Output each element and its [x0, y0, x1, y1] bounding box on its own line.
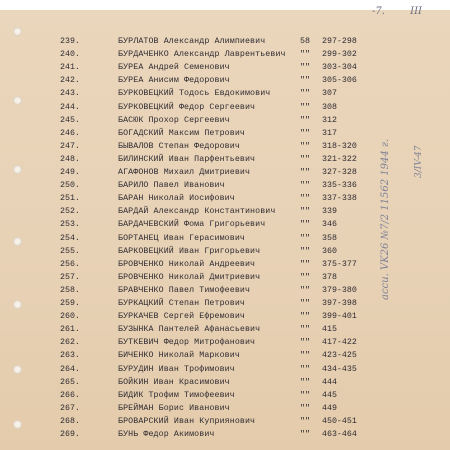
entry-number: 269. — [60, 430, 80, 439]
entry-pages: 444 — [322, 377, 337, 387]
margin-date: 3/IV-47 — [414, 145, 424, 178]
entry-number: 259. — [60, 299, 80, 308]
entry-pages: 308 — [322, 102, 337, 112]
entry-number: 246. — [60, 128, 80, 138]
entry-name: БРОВЧЕНКО Николай Дмитриевич — [118, 272, 261, 282]
entry-mark: "" — [300, 128, 310, 138]
entry-pages: 358 — [322, 233, 337, 243]
entry-name: АГАФОНОВ Михаил Дмитриевич — [118, 168, 251, 177]
entry-number: 255. — [60, 246, 80, 256]
entry-name: БУЗЫНКА Пантелей Афанасьевич — [118, 325, 261, 335]
entry-mark: "" — [300, 403, 310, 413]
entry-name: БРОВАРСКИЙ Иван Куприянович — [118, 416, 256, 426]
entry-pages: 399-401 — [322, 312, 357, 322]
list-item — [0, 415, 450, 428]
entry-mark: "" — [300, 115, 310, 125]
entry-mark: "" — [300, 325, 310, 335]
entry-number: 263. — [60, 351, 80, 361]
entry-pages: 415 — [322, 325, 337, 335]
entry-number: 260. — [60, 312, 80, 322]
entry-number: 258. — [60, 285, 80, 295]
entry-mark: "" — [300, 102, 310, 112]
entry-pages: 335-336 — [322, 181, 357, 191]
entry-mark: "" — [300, 141, 310, 151]
entry-pages: 450-451 — [322, 416, 357, 426]
entry-mark: "" — [300, 246, 310, 256]
entry-number: 245. — [60, 115, 80, 125]
page-header — [372, 6, 422, 17]
entry-mark: "" — [300, 168, 310, 177]
entry-mark: "" — [300, 338, 310, 348]
entry-pages: 321-322 — [322, 154, 357, 164]
entry-name: БРЕЙМАН Борис Иванович — [118, 403, 230, 413]
entry-number: 242. — [60, 76, 80, 86]
entry-name: БУРКАЦКИЙ Степан Петрович — [118, 299, 245, 308]
entry-mark: "" — [300, 377, 310, 387]
list-item — [0, 402, 450, 415]
entry-pages: 312 — [322, 115, 337, 125]
entry-mark: "" — [300, 207, 310, 217]
entry-number: 266. — [60, 390, 80, 400]
margin-annotation: асси. VK26 №7/2 11562 1944 г. — [380, 138, 391, 300]
entry-pages: 463-464 — [322, 430, 357, 439]
entry-name: БУРКОВЕЦКИЙ Тодось Евдокимович — [118, 89, 271, 99]
entry-mark: "" — [300, 272, 310, 282]
entry-number: 248. — [60, 154, 80, 164]
list-item — [0, 48, 450, 61]
list-item — [0, 323, 450, 336]
entry-mark: "" — [300, 194, 310, 204]
entry-name: БУРЕА Андрей Семенович — [118, 63, 230, 73]
entry-number: 262. — [60, 338, 80, 348]
entry-mark: "" — [300, 285, 310, 295]
entry-name: БРОВЧЕНКО Николай Андреевич — [118, 259, 256, 269]
entry-number: 249. — [60, 168, 80, 177]
entry-pages: 303-304 — [322, 63, 357, 73]
entry-name: БУНЬ Федор Акимович — [118, 430, 215, 439]
entry-number: 267. — [60, 403, 80, 413]
page-number-mark: -7. — [372, 6, 385, 17]
entry-name: БУРКОВЕЦКИЙ Федор Сергеевич — [118, 102, 256, 112]
entry-mark: "" — [300, 50, 310, 60]
entry-number: 240. — [60, 50, 80, 60]
entry-name: БАРКОВЕЦКИЙ Иван Григорьевич — [118, 246, 261, 256]
entry-mark: "" — [300, 312, 310, 322]
entry-mark: "" — [300, 430, 310, 439]
entry-number: 243. — [60, 89, 80, 99]
entry-pages: 299-302 — [322, 50, 357, 60]
entry-pages: 337-338 — [322, 194, 357, 204]
entry-mark: "" — [300, 299, 310, 308]
entry-number: 251. — [60, 194, 80, 204]
entry-number: 253. — [60, 220, 80, 230]
entry-name: БАРДАЧЕВСКИЙ Фома Григорьевич — [118, 220, 266, 230]
list-item — [0, 127, 450, 140]
entry-mark: "" — [300, 154, 310, 164]
entry-name: БИДИК Трофим Тимофеевич — [118, 390, 235, 400]
entry-name: БУРКАЧЕВ Сергей Ефремович — [118, 312, 245, 322]
entry-pages: 346 — [322, 220, 337, 230]
entry-name: БАСЮК Прохор Сергеевич — [118, 115, 230, 125]
entry-number: 254. — [60, 233, 80, 243]
entry-mark: "" — [300, 259, 310, 269]
entry-pages: 378 — [322, 272, 337, 282]
list-item — [0, 74, 450, 87]
entry-pages: 379-380 — [322, 285, 357, 295]
entry-name: БОЙКИН Иван Красимович — [118, 377, 230, 387]
entry-name: БУРУДИН Иван Трофимович — [118, 364, 235, 374]
entry-name: БАРАН Николай Иосифович — [118, 194, 235, 204]
entry-mark: "" — [300, 416, 310, 426]
entry-pages: 339 — [322, 207, 337, 217]
entry-mark: "" — [300, 63, 310, 73]
entry-pages: 317 — [322, 128, 337, 138]
entry-mark: "" — [300, 76, 310, 86]
entry-mark: "" — [300, 364, 310, 374]
entry-number: 252. — [60, 207, 80, 217]
entry-name: БОРТАНЕЦ Иван Герасимович — [118, 233, 245, 243]
entry-pages: 375-377 — [322, 259, 357, 269]
entry-name: БУРЛАТОВ Александр Алимпиевич — [118, 37, 266, 46]
entry-name: БРАВЧЕНКО Павел Тимофеевич — [118, 285, 251, 295]
entry-name: БОГАДСКИЙ Максим Петрович — [118, 128, 245, 138]
list-item — [0, 61, 450, 74]
entry-number: 241. — [60, 63, 80, 73]
entry-pages: 360 — [322, 246, 337, 256]
list-item — [0, 310, 450, 323]
entry-pages: 327-328 — [322, 168, 357, 177]
entry-mark: "" — [300, 390, 310, 400]
entry-name: БАРИЛО Павел Иванович — [118, 181, 225, 191]
entry-number: 264. — [60, 364, 80, 374]
entry-number: 250. — [60, 181, 80, 191]
list-item — [0, 428, 450, 441]
entry-number: 256. — [60, 259, 80, 269]
entry-pages: 305-306 — [322, 76, 357, 86]
list-item — [0, 114, 450, 127]
entry-number: 265. — [60, 377, 80, 387]
entry-pages: 434-435 — [322, 364, 357, 374]
entry-number: 261. — [60, 325, 80, 335]
entry-pages: 397-398 — [322, 299, 357, 308]
entry-number: 247. — [60, 141, 80, 151]
entry-number: 268. — [60, 416, 80, 426]
list-item — [0, 87, 450, 100]
entry-name: БУРДАЧЕНКО Александр Лаврентьевич — [118, 50, 286, 60]
entry-pages: 318-320 — [322, 141, 357, 151]
entry-number: 244. — [60, 102, 80, 112]
entry-pages: 423-425 — [322, 351, 357, 361]
entry-mark: 58 — [300, 37, 310, 46]
entry-name: БАРДАЙ Александр Константинович — [118, 207, 276, 217]
entry-name: БИЛИНСКИЙ Иван Парфентьевич — [118, 154, 256, 164]
entry-pages: 417-422 — [322, 338, 357, 348]
list-item — [0, 376, 450, 389]
entry-mark: "" — [300, 220, 310, 230]
entry-name: БЫВАЛОВ Степан Федорович — [118, 141, 240, 151]
entry-pages: 449 — [322, 403, 337, 413]
list-item — [0, 336, 450, 349]
entry-number: 239. — [60, 37, 80, 46]
entry-name: БУРЕА Анисим Федорович — [118, 76, 230, 86]
entry-name: БУТКЕВИЧ Федор Митрофанович — [118, 338, 256, 348]
list-item — [0, 363, 450, 376]
entry-mark: "" — [300, 89, 310, 99]
entry-name: БИЧЕНКО Николай Маркович — [118, 351, 240, 361]
entry-pages: 307 — [322, 89, 337, 99]
entry-pages: 445 — [322, 390, 337, 400]
list-item — [0, 35, 450, 48]
entry-number: 257. — [60, 272, 80, 282]
entry-mark: "" — [300, 181, 310, 191]
list-item — [0, 349, 450, 362]
list-item — [0, 389, 450, 402]
entry-pages: 297-298 — [322, 37, 357, 46]
entry-mark: "" — [300, 233, 310, 243]
list-item — [0, 101, 450, 114]
entry-mark: "" — [300, 351, 310, 361]
sheet-number-mark: III — [410, 6, 422, 17]
